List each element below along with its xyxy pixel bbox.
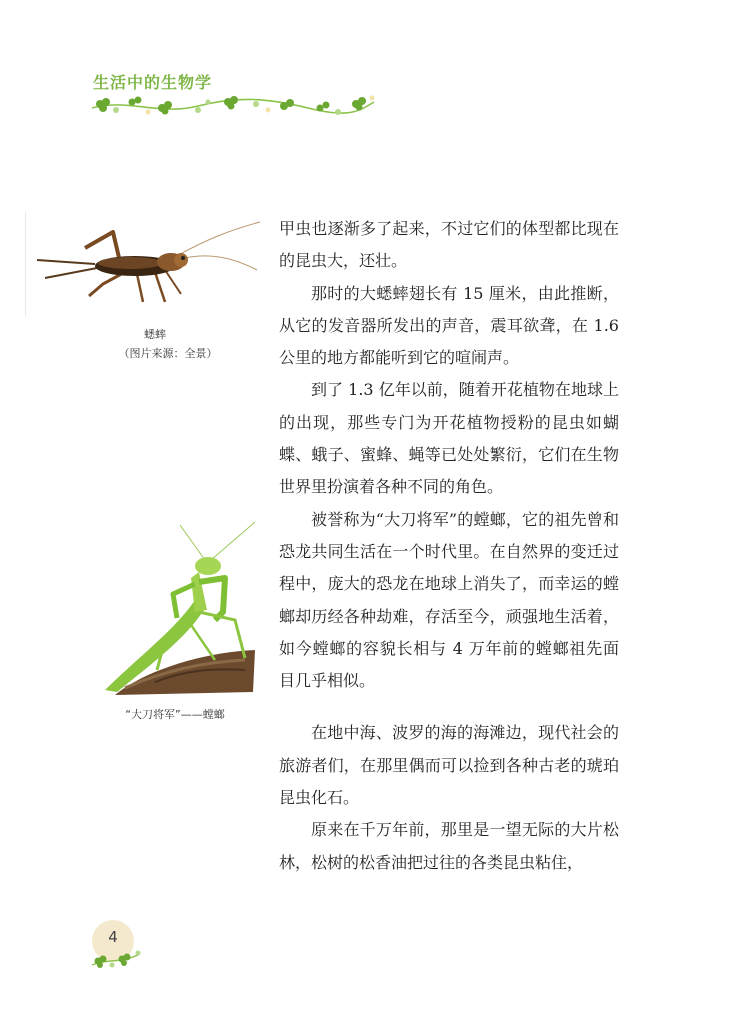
page-number: 4 [108,928,118,946]
paragraph: 原来在千万年前，那里是一望无际的大片松林，松树的松香油把过往的各类昆虫粘住， [279,820,619,872]
clover-leaves-icon [90,945,150,969]
cricket-image [25,212,265,317]
mantis-caption: “大刀将军”——螳螂 [125,708,225,721]
paragraph: 到了 1.3 亿年以前，随着开花植物在地球上的出现，那些专门为开花植物授粉的昆虫如蝴蝶、蛾子、蜜蜂、蝇等已处处繁衍，它们在生物世界里扮演着各种不同的角色。 [279,380,619,497]
paragraph: 在地中海、波罗的海的海滩边，现代社会的旅游者们，在那里偶而可以捡到各种古老的琥珀昆虫化石。 [279,723,619,808]
paragraph: 那时的大蟋蟀翅长有 15 厘米，由此推断，从它的发音器所发出的声音，震耳欲聋，在 1.6 公里的地方都能听到它的喧闹声。 [279,283,619,368]
mantis-image [95,520,265,695]
cricket-caption: 蟋蟀 [144,328,166,341]
body-text [279,213,619,879]
series-title: 生活中的生物学 [93,73,213,92]
clover-vine-icon [88,92,378,120]
image-credit: （图片来源：全景） [118,347,218,360]
paragraph: 被誉称为“大刀将军”的螳螂，它的祖先曾和恐龙共同生活在一个时代里。在自然界的变迁过程中，庞大的恐龙在地球上消失了，而幸运的螳螂却历经各种劫难，存活至今，顽强地生活着，如今螳螂的容貌长相与 4 万年前的螳螂祖先面目几乎相似。 [279,509,619,691]
paragraph: 甲虫也逐渐多了起来，不过它们的体型都比现在的昆虫大，还壮。 [279,219,619,271]
